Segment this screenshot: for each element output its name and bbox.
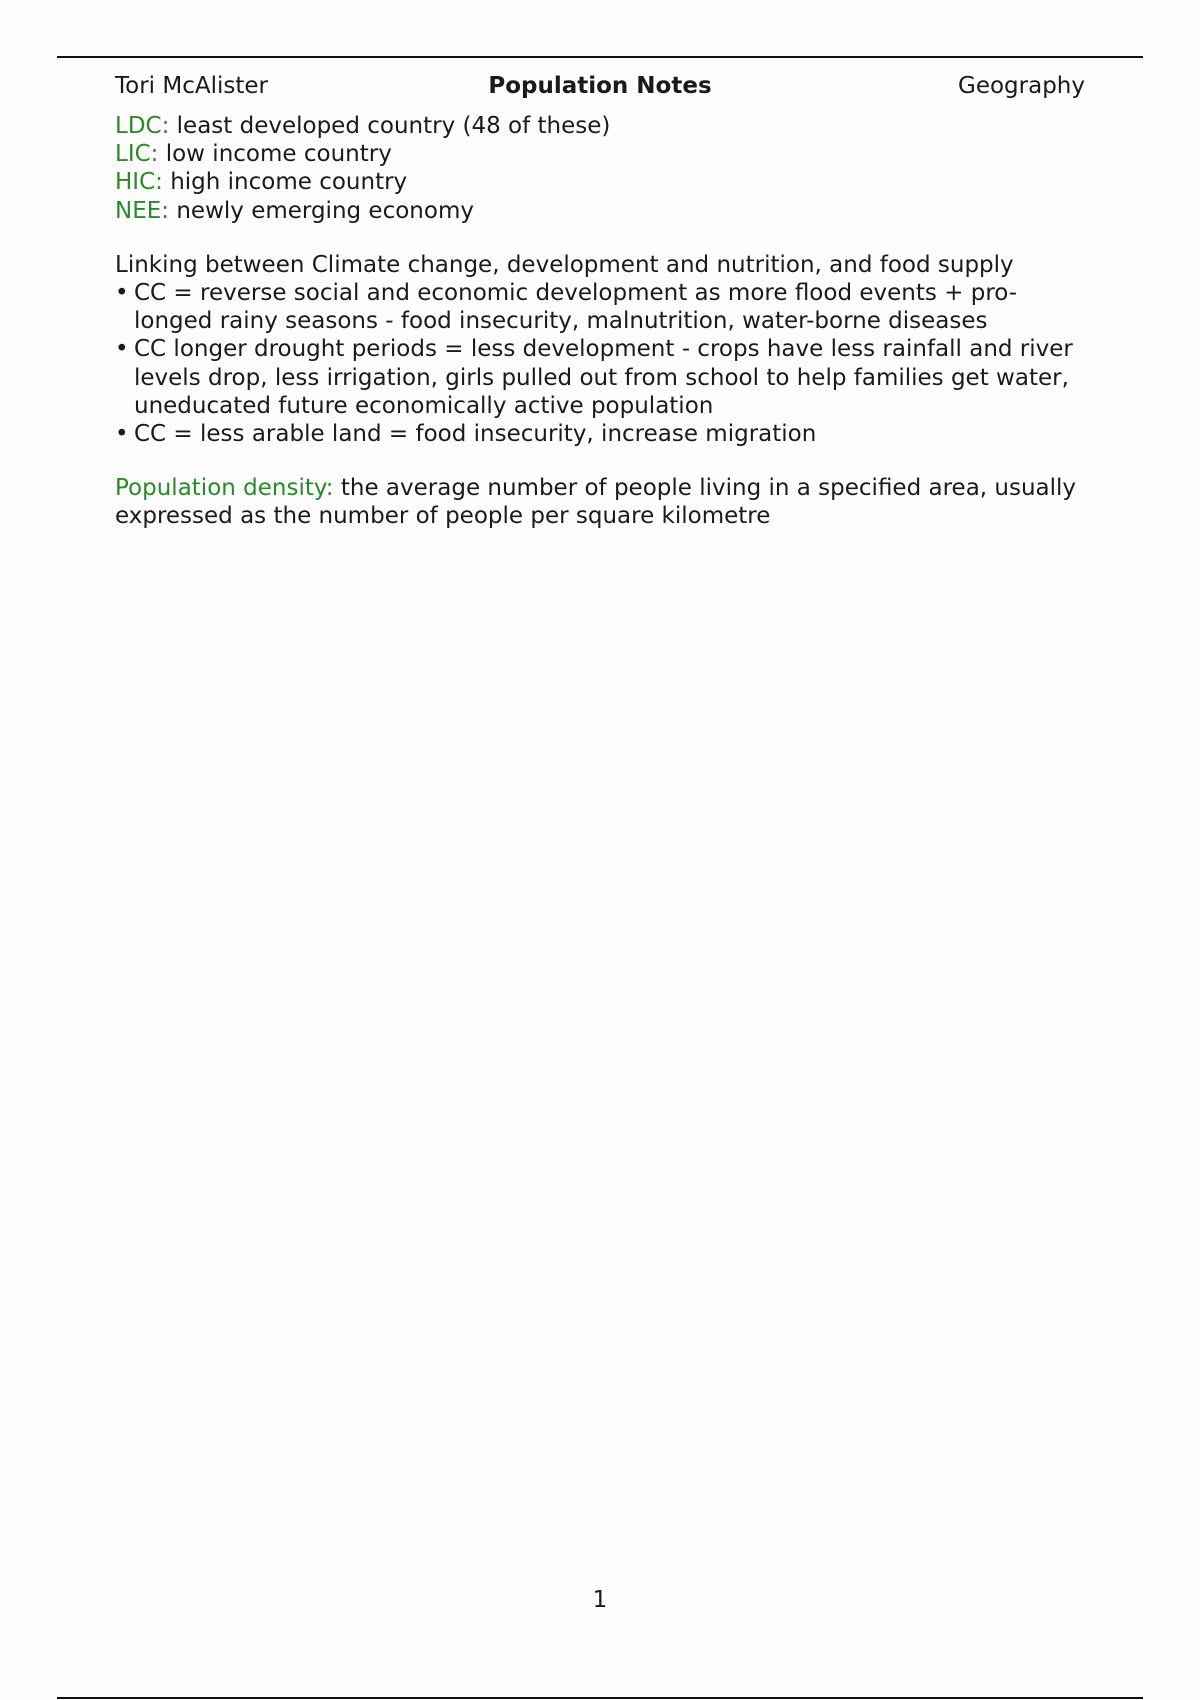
spacer: [115, 225, 1085, 251]
page-number: 1: [592, 1587, 608, 1613]
definition-text: low income country: [165, 141, 392, 168]
bullet-text: CC longer drought periods = less development - crops have less rainfall and river levels drop, less irrigation, girls pulled out from school to help families get water, uneducated future economically active population: [134, 336, 1073, 419]
footer-rule: [57, 1697, 1143, 1699]
spacer: [115, 448, 1085, 474]
definition-term: LIC:: [115, 141, 159, 168]
definition-nee: [115, 197, 1085, 225]
bullet-item: [115, 420, 1085, 448]
definition-term: LDC:: [115, 113, 170, 139]
linking-section: [115, 251, 1085, 448]
definition-lic: [115, 140, 1085, 168]
definition-hic: [115, 168, 1085, 196]
definition-term: HIC:: [115, 169, 163, 196]
population-density-definition: [115, 474, 1085, 530]
definition-term: NEE:: [115, 197, 170, 224]
linking-bullets: [115, 279, 1085, 448]
definition-text: the average number of people living in a specified area, usually expressed as the number of people per square kilometre: [115, 475, 1077, 530]
notes-body: [115, 112, 1085, 531]
linking-heading: Linking between Climate change, development and nutrition, and food supply: [115, 251, 1014, 278]
subject-name: Geography: [958, 73, 1085, 99]
definitions-list: [115, 112, 1085, 225]
definition-text: newly emerging economy: [176, 197, 474, 224]
header-rule: [57, 56, 1143, 58]
author-name: Tori McAlister: [115, 73, 268, 99]
bullet-icon: •: [115, 280, 129, 307]
bullet-text: CC = less arable land = food insecurity, increase migration: [134, 421, 817, 448]
bullet-text: CC = reverse social and economic development as more flood events + pro- longed rainy seasons - food insecurity, malnutrition, water-borne diseases: [134, 280, 1018, 335]
bullet-icon: •: [115, 336, 129, 363]
bullet-item: [115, 335, 1085, 420]
definition-text: high income country: [170, 169, 408, 196]
page-header: [115, 70, 1085, 102]
bullet-icon: •: [115, 421, 129, 448]
definition-ldc: [115, 112, 1085, 140]
definition-term: Population density:: [115, 475, 334, 502]
definition-text: least developed country (48 of these): [176, 113, 611, 139]
bullet-item: [115, 279, 1085, 335]
page-title: Population Notes: [488, 73, 712, 99]
